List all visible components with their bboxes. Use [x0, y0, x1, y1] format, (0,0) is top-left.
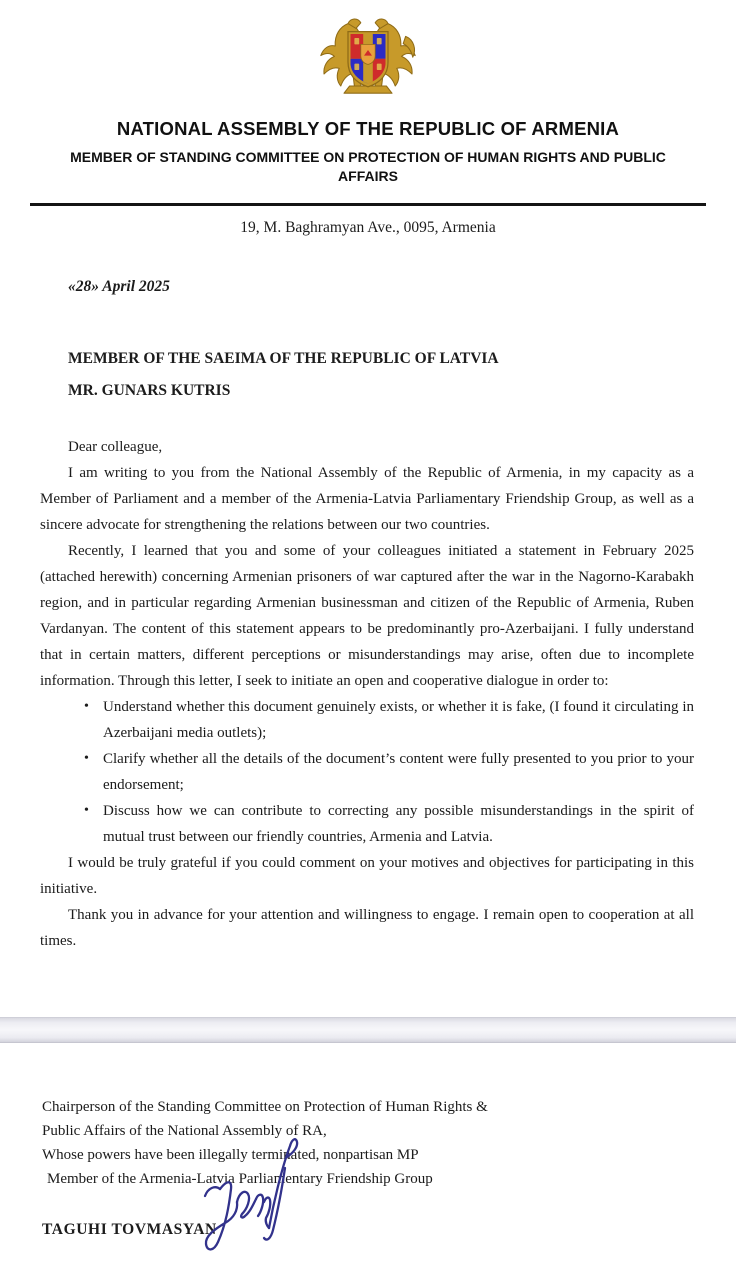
signer-title-line: Public Affairs of the National Assembly of RA, [42, 1123, 327, 1139]
paragraph-3: I would be truly grateful if you could comment on your motives and objectives for participating in this initiative. [40, 855, 694, 897]
paragraph-4: Thank you in advance for your attention and willingness to engage. I remain open to cooperation at all times. [40, 907, 694, 949]
bullet-icon: • [84, 751, 89, 766]
bullet-text: Clarify whether all the details of the document’s content were fully presented to you prior to your endorsement; [103, 751, 694, 793]
addressee-block [68, 343, 736, 407]
bullet-text: Discuss how we can contribute to correcting any possible misunderstandings in the spirit of mutual trust between our friendly countries, Armenia and Latvia. [103, 803, 694, 845]
addressee-name: MR. GUNARS KUTRIS [68, 382, 231, 399]
list-item [84, 694, 694, 746]
bullet-icon: • [84, 803, 89, 818]
address-line: 19, M. Baghramyan Ave., 0095, Armenia [240, 219, 496, 236]
header [0, 0, 736, 237]
signature-block [42, 1095, 696, 1191]
paragraph-2: Recently, I learned that you and some of your colleagues initiated a statement in February 2025 (attached herewith) concerning Armenian prisoners of war captured after the war in the Nagorno-Karabakh region, and in particular regarding Armenian businessman and citizen of the Republic of Armenia, Ruben Vardanyan. The content of this statement appears to be predominantly pro-Azerbaijani. I fully understand that in certain matters, different perceptions or misunderstandings may arise, often due to incomplete information. Through this letter, I seek to initiate an open and cooperative dialogue in order to: [40, 543, 694, 689]
bullet-list [84, 694, 694, 850]
signer-title-line: Chairperson of the Standing Committee on Protection of Human Rights & [42, 1099, 488, 1115]
bullet-text: Understand whether this document genuinely exists, or whether it is fake, (I found it circulating in Azerbaijani media outlets); [103, 699, 694, 741]
paragraph-1: I am writing to you from the National Assembly of the Republic of Armenia, in my capacity as a Member of Parliament and a member of the Armenia-Latvia Parliamentary Friendship Group, as well as a sincere advocate for strengthening the relations between our two countries. [40, 465, 694, 533]
page-separator-bar [0, 1017, 736, 1043]
bullet-icon: • [84, 699, 89, 714]
page-subtitle: MEMBER OF STANDING COMMITTEE ON PROTECTION OF HUMAN RIGHTS AND PUBLIC AFFAIRS [70, 149, 666, 184]
armenia-coat-of-arms-icon [316, 13, 420, 103]
salutation: Dear colleague, [68, 439, 163, 455]
page-title: NATIONAL ASSEMBLY OF THE REPUBLIC OF ARMENIA [116, 118, 620, 139]
addressee-title: MEMBER OF THE SAEIMA OF THE REPUBLIC OF LATVIA [68, 350, 499, 367]
letter-body [40, 434, 694, 954]
signer-title-line: Member of the Armenia-Latvia Parliamentary Friendship Group [47, 1171, 433, 1187]
list-item [84, 798, 694, 850]
signer-name: TAGUHI TOVMASYAN [42, 1221, 217, 1238]
header-divider [30, 203, 706, 206]
letter-date: «28» April 2025 [68, 278, 170, 295]
signer-title-line: Whose powers have been illegally terminated, nonpartisan MP [42, 1147, 419, 1163]
list-item [84, 746, 694, 798]
